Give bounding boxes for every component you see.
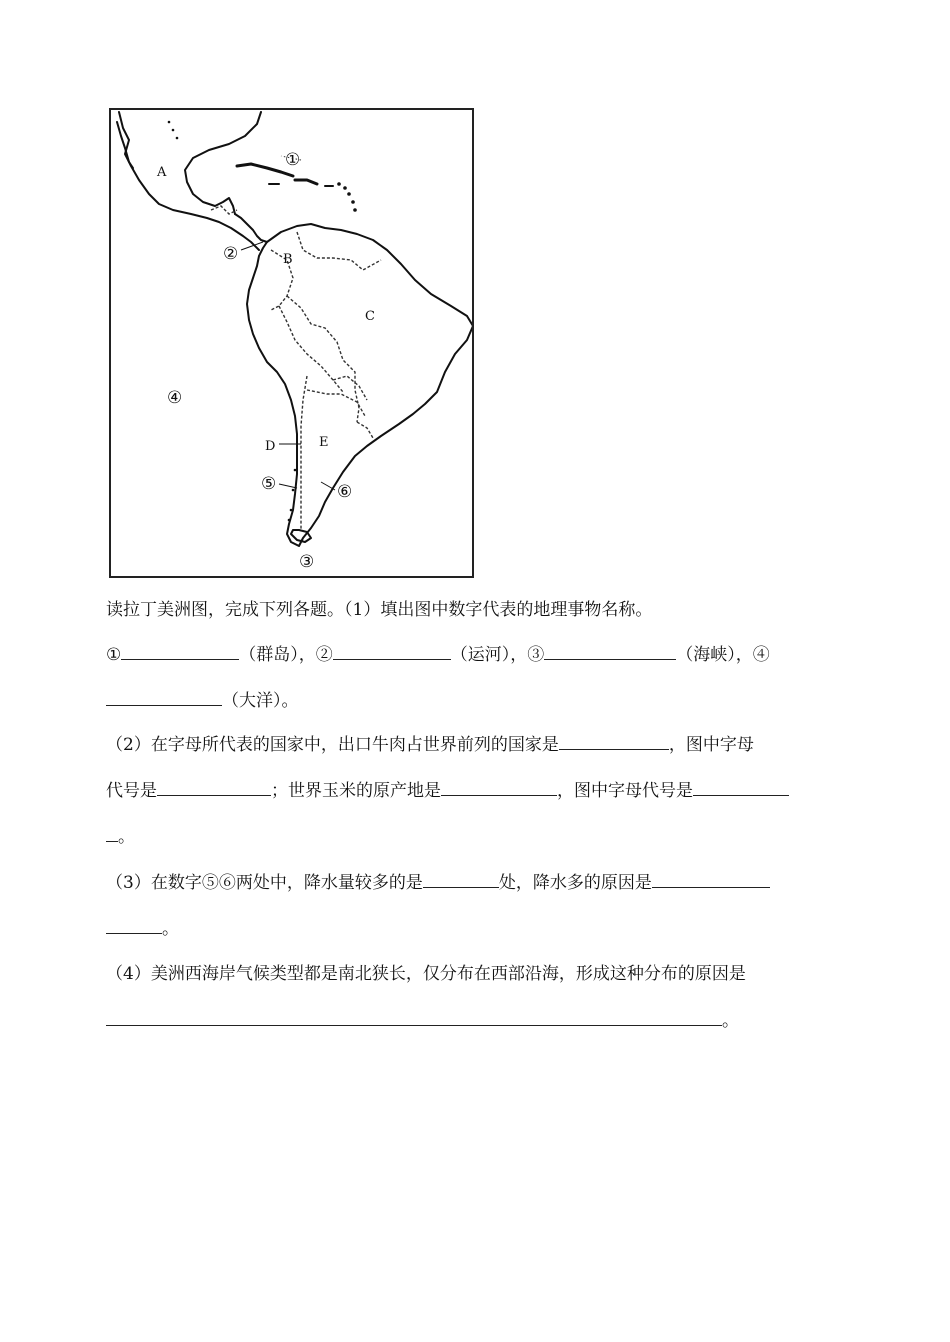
map-label-4: ④ — [167, 388, 183, 408]
q4-text-b: 。 — [722, 1011, 739, 1031]
south-america-outline — [247, 224, 473, 546]
q1-suffix-3: （海峡）， — [676, 645, 753, 665]
map-outline — [111, 110, 474, 578]
q1-blank-1[interactable] — [121, 642, 239, 660]
q2-blank-4[interactable] — [693, 778, 789, 796]
q4-blank-1[interactable] — [106, 1008, 722, 1026]
q1-suffix-1: （群岛）， — [239, 645, 316, 665]
q1-suffix-2: （运河）， — [450, 645, 528, 665]
q2-line2 — [106, 778, 846, 803]
q3-text-c: 。 — [162, 919, 179, 939]
border-chile-argentina — [301, 376, 307, 530]
map-label-1: ① — [285, 150, 301, 170]
leader-n5 — [279, 484, 297, 488]
q1-blank-4[interactable] — [106, 688, 222, 706]
q3-line2 — [106, 916, 846, 941]
q3-blank-2-cont[interactable] — [106, 916, 162, 934]
map-label-6: ⑥ — [337, 482, 353, 502]
border-paraguay — [333, 376, 367, 400]
q1-mark-4: ④ — [752, 645, 770, 665]
q2-blank-4-cont[interactable] — [106, 824, 118, 842]
q2-line1 — [106, 732, 846, 757]
q4-line2 — [106, 1008, 846, 1033]
q2-text-f: 。 — [118, 827, 135, 847]
border-peru-bolivia — [279, 306, 343, 392]
q1-blank-2[interactable] — [333, 642, 451, 660]
q1-suffix-4: （大洋）。 — [222, 691, 299, 711]
border-brazil-west — [287, 296, 359, 422]
q2-blank-1[interactable] — [559, 732, 669, 750]
map-label-d: D — [265, 439, 276, 454]
map-label-e: E — [319, 435, 329, 450]
map-label-b: B — [283, 252, 293, 267]
q2-text-c: 代号是 — [106, 781, 157, 801]
map-label-a: A — [157, 165, 167, 180]
baja-peninsula — [117, 122, 133, 168]
map-label-3: ③ — [299, 552, 315, 572]
latin-america-map — [109, 108, 474, 578]
q2-line3 — [106, 824, 846, 849]
border-uruguay — [357, 422, 373, 438]
q4-line1 — [106, 962, 846, 986]
question-intro: 读拉丁美洲图，完成下列各题。（1）填出图中数字代表的地理事物名称。 — [106, 600, 653, 620]
q3-text-a: （3）在数字⑤⑥两处中，降水量较多的是 — [106, 873, 423, 893]
map-label-5: ⑤ — [261, 474, 277, 494]
q2-text-a: （2）在字母所代表的国家中，出口牛肉占世界前列的国家是 — [106, 735, 559, 755]
q3-blank-1[interactable] — [423, 870, 499, 888]
q2-text-d: ；世界玉米的原产地是 — [271, 781, 441, 801]
q3-blank-2[interactable] — [652, 870, 770, 888]
q2-blank-2[interactable] — [157, 778, 271, 796]
q3-line1 — [106, 870, 846, 895]
q1-mark-2: ② — [315, 645, 333, 665]
mexico-west-coast — [119, 112, 259, 250]
q3-text-b: 处，降水多的原因是 — [498, 873, 652, 893]
tierra-del-fuego — [291, 530, 311, 542]
map-label-c: C — [365, 309, 375, 324]
hispaniola — [295, 180, 317, 184]
q1-line2 — [106, 688, 846, 713]
border-argentina-north — [307, 390, 365, 416]
q2-text-b: ，图中字母 — [668, 735, 754, 755]
q1-mark-1: ① — [106, 645, 122, 665]
q1-blank-3[interactable] — [544, 642, 676, 660]
map-label-2: ② — [223, 244, 239, 264]
central-america-east — [235, 214, 267, 242]
q2-blank-3[interactable] — [441, 778, 557, 796]
leader-n6 — [321, 482, 335, 490]
q2-text-e: ，图中字母代号是 — [557, 781, 693, 801]
q1-line1 — [106, 642, 846, 667]
q4-text-a: （4）美洲西海岸气候类型都是南北狭长，仅分布在西部沿海，形成这种分布的原因是 — [106, 964, 746, 984]
q1-mark-3: ③ — [527, 645, 545, 665]
